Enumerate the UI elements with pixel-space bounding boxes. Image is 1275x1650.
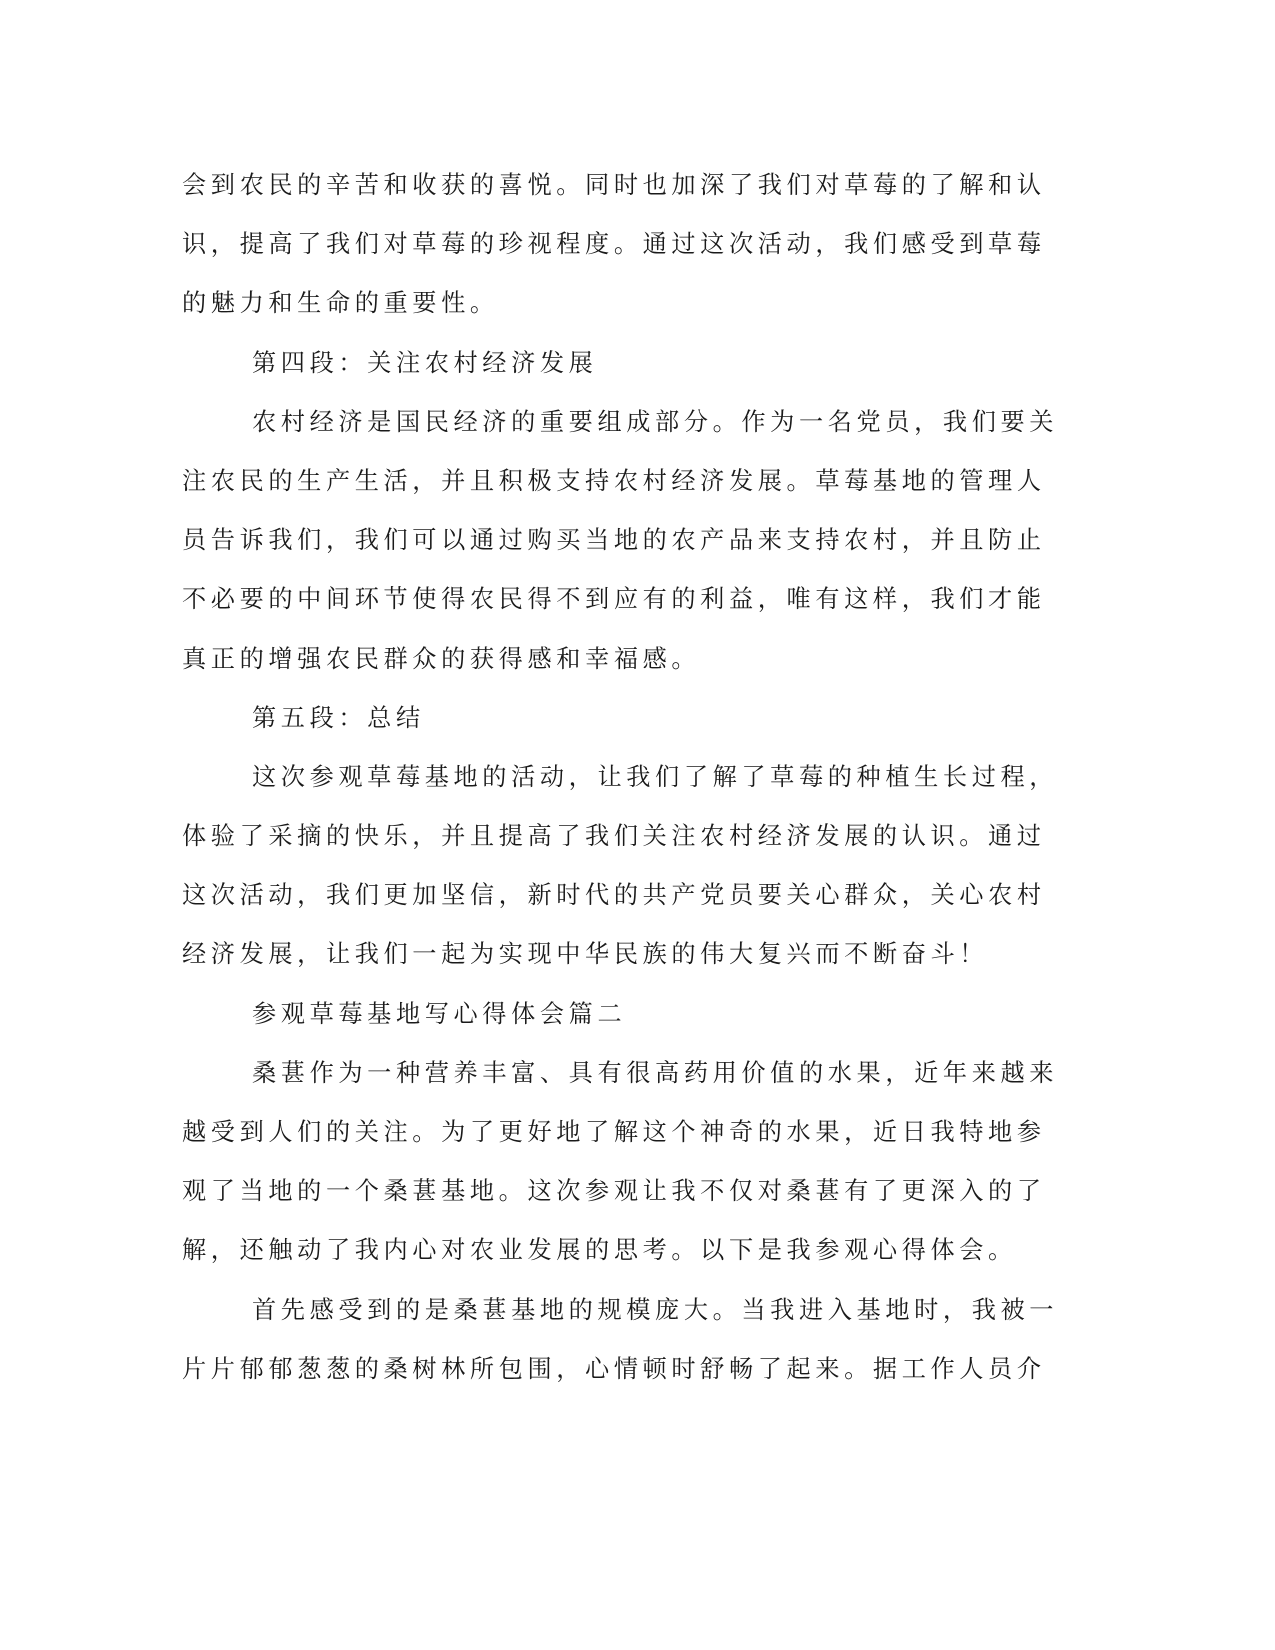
text-line: 真正的增强农民群众的获得感和幸福感。	[182, 644, 701, 673]
text-line: 体验了采摘的快乐，并且提高了我们关注农村经济发展的认识。通过	[182, 822, 1046, 851]
text-line: 桑葚作为一种营养丰富、具有很高药用价值的水果，近年来越来	[252, 1058, 1059, 1087]
text-line: 会到农民的辛苦和收获的喜悦。同时也加深了我们对草莓的了解和认	[182, 171, 1046, 199]
text-line: 员告诉我们，我们可以通过购买当地的农产品来支持农村，并且防止	[182, 526, 1046, 555]
text-line: 不必要的中间环节使得农民得不到应有的利益，唯有这样，我们才能	[182, 585, 1046, 614]
text-line: 观了当地的一个桑葚基地。这次参观让我不仅对桑葚有了更深入的了	[182, 1177, 1046, 1206]
text-line: 经济发展，让我们一起为实现中华民族的伟大复兴而不断奋斗！	[182, 940, 989, 969]
text-line: 片片郁郁葱葱的桑树林所包围，心情顿时舒畅了起来。据工作人员介	[182, 1354, 1046, 1383]
text-line: 这次参观草莓基地的活动，让我们了解了草莓的种植生长过程，	[252, 762, 1059, 791]
text-line: 农村经济是国民经济的重要组成部分。作为一名党员，我们要关	[252, 407, 1059, 436]
text-line: 解，还触动了我内心对农业发展的思考。以下是我参观心得体会。	[182, 1236, 1017, 1265]
section-heading-5: 第五段：总结	[252, 703, 425, 732]
text-line: 越受到人们的关注。为了更好地了解这个神奇的水果，近日我特地参	[182, 1118, 1046, 1146]
text-line: 注农民的生产生活，并且积极支持农村经济发展。草莓基地的管理人	[182, 466, 1046, 495]
text-line: 的魅力和生命的重要性。	[182, 289, 499, 318]
text-line: 首先感受到的是桑葚基地的规模庞大。当我进入基地时，我被一	[252, 1295, 1059, 1324]
text-line: 识，提高了我们对草莓的珍视程度。通过这次活动，我们感受到草莓	[182, 230, 1046, 259]
section-heading-4: 第四段：关注农村经济发展	[252, 348, 598, 377]
document-page	[182, 156, 1059, 1399]
text-line: 这次活动，我们更加坚信，新时代的共产党员要关心群众，关心农村	[182, 881, 1046, 910]
article-title: 参观草莓基地写心得体会篇二	[252, 999, 627, 1028]
